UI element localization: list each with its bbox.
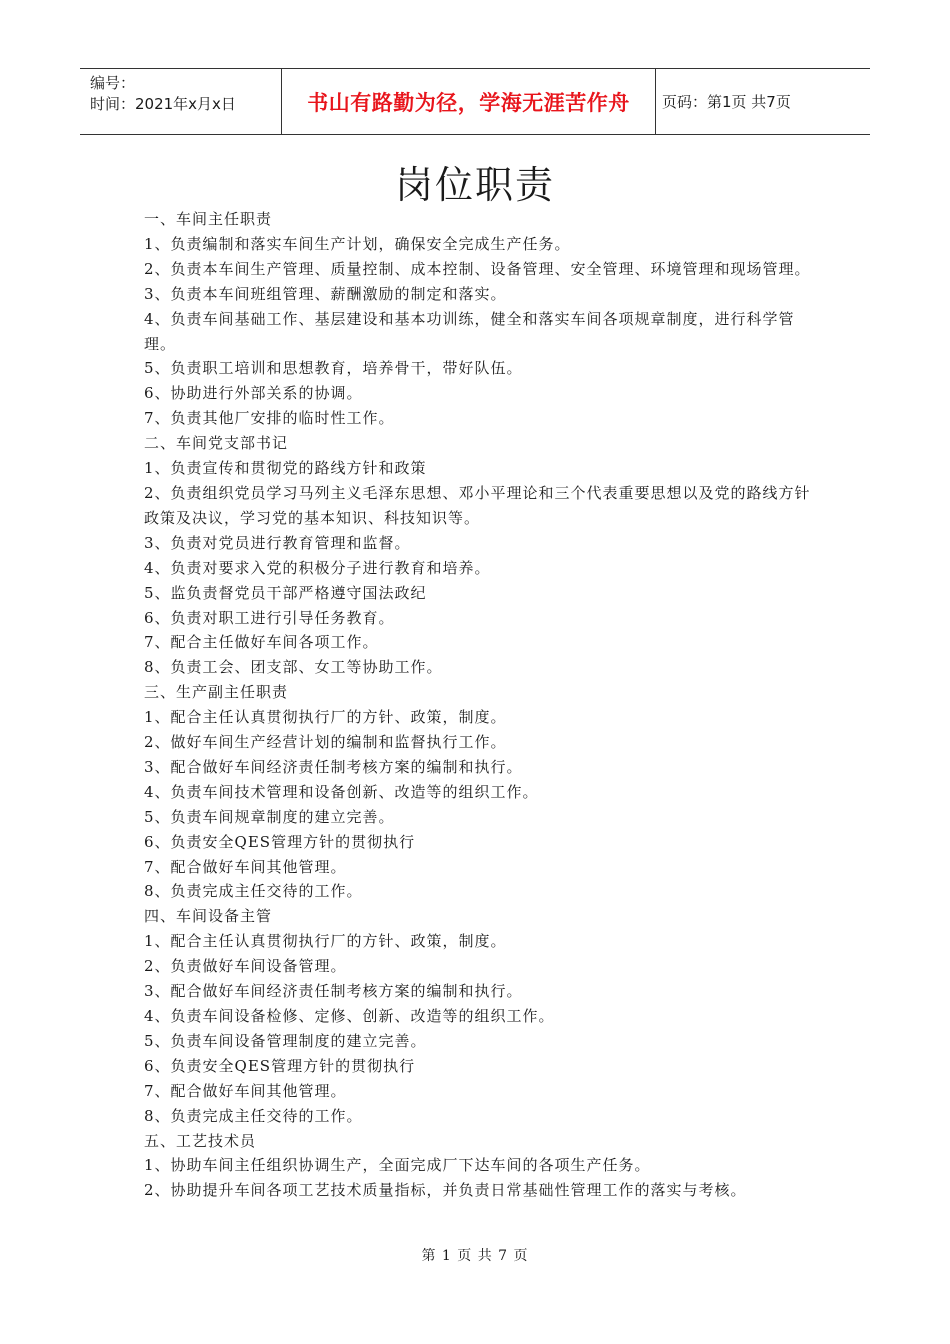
list-item: 1、负责编制和落实车间生产计划，确保安全完成生产任务。 bbox=[144, 234, 571, 253]
list-item: 2、做好车间生产经营计划的编制和监督执行工作。 bbox=[144, 733, 507, 752]
list-item: 7、配合主任做好车间各项工作。 bbox=[144, 633, 379, 652]
document-title: 岗位职责 bbox=[394, 163, 555, 207]
list-item: 6、负责安全QES管理方针的贯彻执行 bbox=[144, 1056, 416, 1075]
document-date-label: 时间：2021年x月x日 bbox=[90, 95, 236, 113]
list-item: 1、负责宣传和贯彻党的路线方针和政策 bbox=[144, 459, 427, 478]
list-item: 4、负责车间设备检修、定修、创新、改造等的组织工作。 bbox=[144, 1007, 555, 1025]
list-item: 2、负责本车间生产管理、质量控制、成本控制、设备管理、安全管理、环境管理和现场管理。 bbox=[144, 259, 811, 278]
list-item: 6、负责对职工进行引导任务教育。 bbox=[144, 608, 395, 627]
list-item: 2、负责做好车间设备管理。 bbox=[144, 957, 347, 976]
list-item: 3、配合做好车间经济责任制考核方案的编制和执行。 bbox=[144, 982, 523, 1001]
list-item: 8、负责完成主任交待的工作。 bbox=[144, 882, 363, 901]
list-item: 7、配合做好车间其他管理。 bbox=[144, 1081, 347, 1100]
section-heading: 二、车间党支部书记 bbox=[144, 434, 289, 453]
list-item: 3、负责本车间班组管理、薪酬激励的制定和落实。 bbox=[144, 284, 507, 303]
list-item: 5、负责职工培训和思想教育，培养骨干，带好队伍。 bbox=[144, 359, 523, 378]
list-item: 1、配合主任认真贯彻执行厂的方针、政策，制度。 bbox=[144, 932, 507, 951]
document-body bbox=[144, 207, 814, 1203]
list-item: 3、负责对党员进行教育管理和监督。 bbox=[144, 533, 411, 552]
list-item: 1、协助车间主任组织协调生产，全面完成厂下达车间的各项生产任务。 bbox=[144, 1156, 651, 1175]
list-item: 2、协助提升车间各项工艺技术质量指标，并负责日常基础性管理工作的落实与考核。 bbox=[144, 1181, 747, 1200]
section-heading: 四、车间设备主管 bbox=[144, 907, 273, 926]
header-info bbox=[80, 69, 282, 134]
list-item: 4、负责车间技术管理和设备创新、改造等的组织工作。 bbox=[144, 782, 539, 801]
list-item: 5、负责车间规章制度的建立完善。 bbox=[144, 807, 395, 826]
list-item: 3、配合做好车间经济责任制考核方案的编制和执行。 bbox=[144, 757, 523, 776]
list-item: 7、负责其他厂安排的临时性工作。 bbox=[144, 409, 395, 428]
page-footer: 第 1 页 共 7 页 bbox=[421, 1248, 529, 1264]
list-item: 8、负责工会、团支部、女工等协助工作。 bbox=[144, 658, 443, 677]
list-item: 2、负责组织党员学习马列主义毛泽东思想、邓小平理论和三个代表重要思想以及党的路线方针政策及决议，学习党的基本知识、科技知识等。 bbox=[144, 483, 811, 527]
header-page-number: 页码：第1页 共7页 bbox=[662, 93, 791, 111]
page-header bbox=[80, 68, 870, 135]
list-item: 1、配合主任认真贯彻执行厂的方针、政策，制度。 bbox=[144, 708, 507, 727]
section-heading: 五、工艺技术员 bbox=[144, 1131, 257, 1150]
list-item: 5、监负责督党员干部严格遵守国法政纪 bbox=[144, 583, 427, 602]
section-heading: 三、生产副主任职责 bbox=[144, 683, 289, 702]
section-heading: 一、车间主任职责 bbox=[144, 210, 273, 228]
list-item: 7、配合做好车间其他管理。 bbox=[144, 857, 347, 876]
list-item: 6、负责安全QES管理方针的贯彻执行 bbox=[144, 832, 416, 851]
list-item: 4、负责车间基础工作、基层建设和基本功训练，健全和落实车间各项规章制度，进行科学管理。 bbox=[144, 309, 795, 353]
list-item: 6、协助进行外部关系的协调。 bbox=[144, 384, 363, 403]
header-motto: 书山有路勤为径，学海无涯苦作舟 bbox=[282, 69, 656, 134]
list-item: 4、负责对要求入党的积极分子进行教育和培养。 bbox=[144, 558, 491, 577]
document-number-label: 编号： bbox=[90, 74, 136, 92]
list-item: 5、负责车间设备管理制度的建立完善。 bbox=[144, 1031, 427, 1050]
list-item: 8、负责完成主任交待的工作。 bbox=[144, 1106, 363, 1125]
